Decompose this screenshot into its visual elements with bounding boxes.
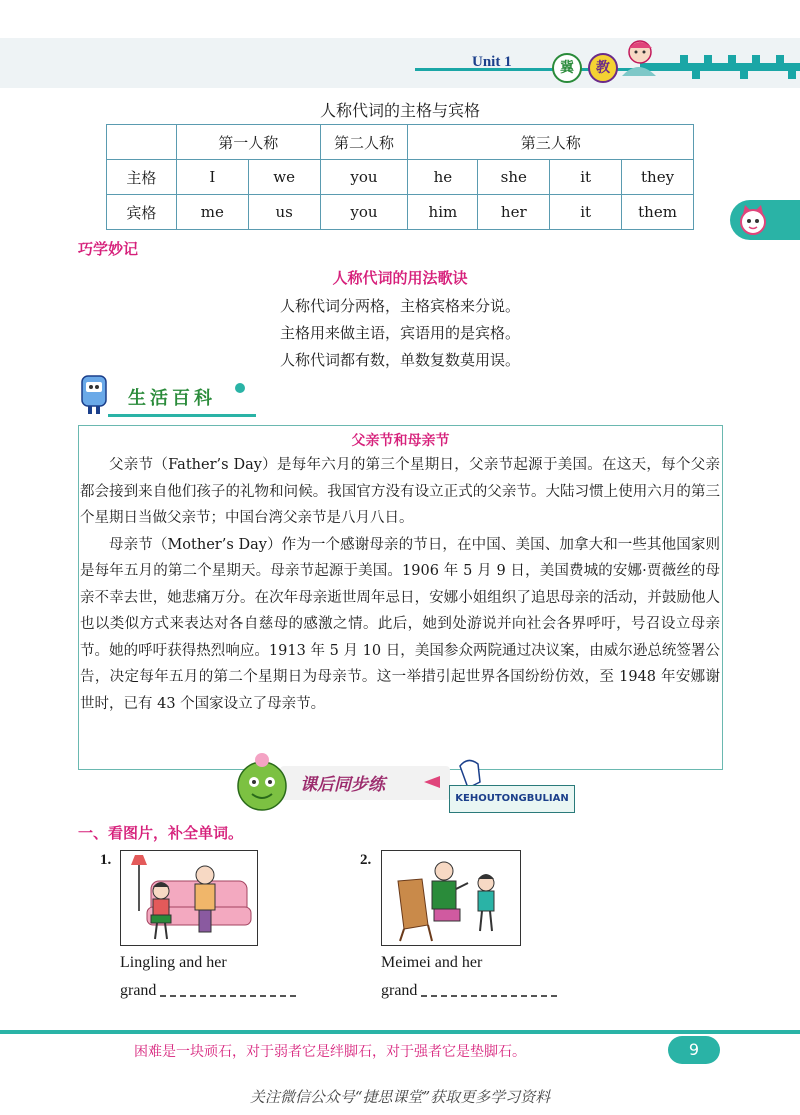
row-label-subjective: 主格 <box>107 160 177 195</box>
cat-mascot-icon <box>736 203 770 237</box>
answer-prefix: grand <box>120 982 157 999</box>
pronoun-table <box>106 124 694 230</box>
article-body <box>80 452 720 717</box>
publisher-badge-ji: 冀 <box>552 53 582 83</box>
table-row <box>107 195 694 230</box>
grandfather-sofa-illustration <box>121 851 257 945</box>
exercise-title: 一、看图片，补全单词。 <box>78 824 244 842</box>
answer-blank[interactable] <box>421 995 557 997</box>
article-paragraph: 母亲节（Mother’s Day）作为一个感谢母亲的节日，在中国、美国、加拿大和一些其他国家则是每年五月的第二个星期天。母亲节起源于美国。1906 年 5 月 9 日，美国费城的安娜·贾薇丝的母亲不幸去世，她悲痛万分。在次年母亲逝世周年忌日，安娜小姐组织了追思母亲的活动，并鼓励他人也以类似方式来表达对各自慈母的感激之情。此后，她到处游说并向社会各界呼吁，号召设立母亲节。她的呼吁获得热烈响应。1913 年 5 月 10 日，美国参众两院通过决议案，由威尔逊总统签署公告，决定每年五月的第二个星期日为母亲节。这一举措引起世界各国纷纷仿效，至 1948 年安娜谢世时，已有 43 个国家设立了母亲节。 <box>80 536 720 712</box>
header-first-person: 第一人称 <box>176 125 320 160</box>
question-number: 2. <box>360 852 372 868</box>
article-title: 父亲节和母亲节 <box>351 433 450 449</box>
table-cell: it <box>550 195 622 230</box>
publisher-badge-jiao: 教 <box>588 53 618 83</box>
table-corner-cell <box>107 125 177 160</box>
table-cell: she <box>478 160 550 195</box>
answer-blank[interactable] <box>160 995 296 997</box>
page-number: 9 <box>668 1036 720 1064</box>
row-label-objective: 宾格 <box>107 195 177 230</box>
robot-mascot-icon <box>76 372 112 416</box>
table-cell: I <box>176 160 248 195</box>
table-row <box>107 160 694 195</box>
table-cell: you <box>320 160 408 195</box>
practice-title: 课后同步练 <box>300 775 385 795</box>
mnemonic-line: 主格用来做主语，宾语用的是宾格。 <box>279 324 520 342</box>
question-number: 1. <box>100 852 112 868</box>
mnemonic-line: 人称代词都有数，单数复数莫用误。 <box>279 351 520 369</box>
mnemonic-line: 人称代词分两格，主格宾格来分说。 <box>279 297 520 315</box>
table-cell: him <box>408 195 478 230</box>
dot-decoration-icon <box>230 378 250 398</box>
unit-label: Unit 1 <box>472 54 512 70</box>
table-cell: her <box>478 195 550 230</box>
question-1-picture <box>120 850 258 946</box>
mnemonic-title: 人称代词的用法歌诀 <box>332 269 468 287</box>
mnemonic-label: 巧学妙记 <box>78 240 139 258</box>
table-cell: they <box>622 160 694 195</box>
table-cell: it <box>550 160 622 195</box>
article-paragraph: 父亲节（Father’s Day）是每年六月的第三个星期日，父亲节起源于美国。在这天，每个父亲都会接到来自他们孩子的礼物和问候。我国官方没有设立正式的父亲节。大陆习惯上使用六月的第三个星期日当做父亲节；中国台湾父亲节是八月八日。 <box>80 457 720 526</box>
table-cell: them <box>622 195 694 230</box>
table-cell: he <box>408 160 478 195</box>
question-caption: Lingling and her <box>120 954 227 971</box>
answer-prefix: grand <box>381 982 418 999</box>
question-answer-line <box>120 982 296 1000</box>
question-caption: Meimei and her <box>381 954 483 971</box>
fairy-mascot-icon <box>612 36 664 80</box>
grandfather-chair-illustration <box>382 851 520 945</box>
table-cell: we <box>248 160 320 195</box>
watermark-text: 关注微信公众号“捷思课堂”获取更多学习资料 <box>249 1088 551 1106</box>
table-cell: us <box>248 195 320 230</box>
question-answer-line <box>381 982 557 1000</box>
question-2-picture <box>381 850 521 946</box>
table-cell: me <box>176 195 248 230</box>
practice-pinyin: KEHOUTONGBULIAN <box>449 785 575 813</box>
table-header-row <box>107 125 694 160</box>
footer-band <box>0 1030 800 1034</box>
header-third-person: 第三人称 <box>408 125 694 160</box>
checker-decoration <box>640 55 800 83</box>
life-section-label: 生活百科 <box>128 388 216 409</box>
table-cell: you <box>320 195 408 230</box>
header-second-person: 第二人称 <box>320 125 408 160</box>
table-title: 人称代词的主格与宾格 <box>319 101 480 120</box>
footer-motto: 困难是一块顽石，对于弱者它是绊脚石，对于强者它是垫脚石。 <box>134 1044 526 1060</box>
